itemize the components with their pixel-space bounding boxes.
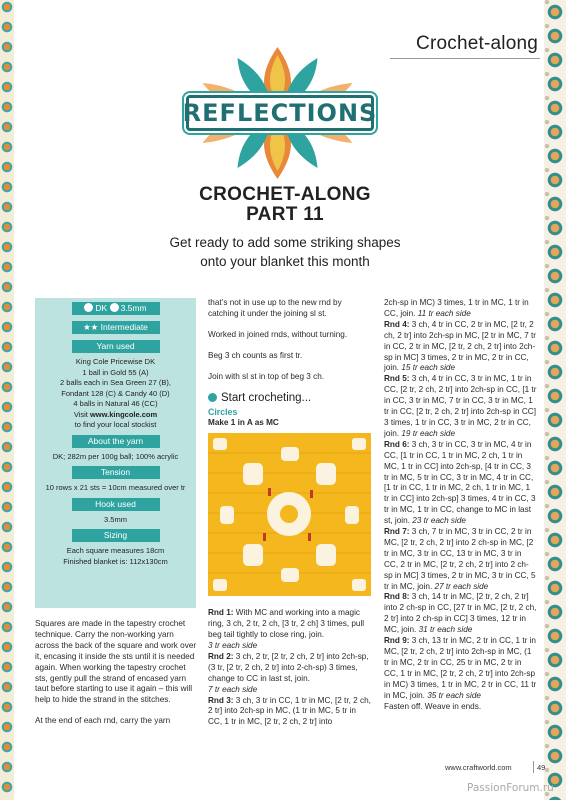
- footer-divider: [533, 761, 534, 773]
- title-line-2: PART 11: [246, 204, 324, 225]
- round-label: Rnd 8:: [384, 592, 410, 602]
- section-rule: [390, 58, 540, 59]
- visit-prefix: Visit: [73, 409, 90, 419]
- round-text: 3 ch, 2 tr, [2 tr, 2 ch, 2 tr] into 2ch-sp, (3 tr, [2 tr, 2 ch, 2 tr] into 2-ch-sp) 3 times, change to CC in last st, join.: [208, 651, 369, 683]
- start-crocheting-heading: [208, 393, 371, 404]
- round-label: Rnd 1:: [208, 608, 234, 618]
- round-count: 3 tr each side: [208, 640, 258, 650]
- pattern-column-3: [384, 298, 537, 712]
- title-line-1: CROCHET-ALONG: [199, 184, 371, 205]
- make-instruction: [208, 418, 371, 429]
- round-text: 2ch-sp in MC) 3 times, 1 tr in MC, 1 tr in CC, join.: [384, 298, 529, 318]
- fasten-off-instruction: Fasten off. Weave in ends.: [384, 701, 482, 711]
- round-text: 3 ch, 3 tr in CC, 1 tr in MC, [2 tr, 2 ch, 2 tr] into 2ch-sp in MC, (1 tr in MC, 5 tr in CC, 1 tr in MC, [2 tr, 2 ch, 2 tr] into: [208, 695, 371, 727]
- yarn-line: 2 balls each in Sea Green 27 (B),: [60, 378, 171, 387]
- intro-paragraph: Squares are made in the tapestry crochet technique. Carry the non-working yarn across the back of the square and work over it, encasing it inside the sts until it is needed again. When working the tapestry crochet sts, gently pull the strand of encased yarn taut before starting to use it again – this will help to hide the strand in the stitches.: [35, 619, 197, 705]
- sizing-heading: Sizing: [72, 529, 160, 542]
- round-text: 3 ch, 3 tr in CC, 3 tr in MC, 4 tr in CC, [1 tr in CC, 1 tr in MC, 2 ch, 1 tr in MC, 1 tr in CC] into 2ch-sp, [4 tr in CC, 3 tr in MC, 5 tr in CC, 3 tr in MC, 4 tr in CC, [1 tr in CC, 1 tr in MC, 2 ch, 1 tr in MC, 1 tr in CC] into 2ch-sp] 3 times, 4 tr in CC, 3 tr in MC, 1 tr in CC, change to MC in last st, join.: [384, 439, 536, 526]
- round-count: 35 tr each side: [427, 690, 481, 700]
- weight-hook-pill: [72, 302, 160, 315]
- round-4-instruction: [384, 320, 537, 375]
- round-label: Rnd 9:: [384, 636, 410, 646]
- round-count: 31 tr each side: [418, 625, 473, 635]
- body-paragraph: Worked in joined rnds, without turning.: [208, 329, 348, 339]
- round-label: Rnd 4:: [384, 319, 410, 329]
- footer-url[interactable]: www.craftworld.com: [445, 763, 512, 772]
- round-6-instruction: [384, 440, 537, 527]
- pattern-column-2: [208, 298, 371, 728]
- make-label: Make 1 in A as MC: [208, 418, 279, 428]
- round-text: 3 ch, 14 tr in MC, [2 tr, 2 ch, 2 tr] into 2 ch-sp in CC, [27 tr in MC, [2 tr, 2 ch, 2 tr] into 2 ch-sp in CC] 3 times, 12 tr in MC, join.: [384, 592, 537, 635]
- subtitle-line-2: onto your blanket this month: [200, 254, 370, 269]
- tension-heading: Tension: [72, 466, 160, 479]
- yarn-used-text: [35, 357, 196, 431]
- article-title: [140, 185, 430, 225]
- round-count: 19 tr each side: [401, 428, 456, 438]
- sizing-line: Finished blanket is: 112x130cm: [63, 556, 168, 566]
- intro-paragraph: At the end of each rnd, carry the yarn: [35, 716, 171, 726]
- circles-subheading: Circles: [208, 407, 238, 418]
- round-text: With MC and working into a magic ring, 3 ch, 2 tr, 2 ch, [3 tr, 2 ch] 3 times, pull beg tail tightly to close ring, join.: [208, 608, 365, 640]
- section-title: Crochet-along: [416, 33, 538, 54]
- bullet-dot-icon: [208, 393, 217, 402]
- visit-suffix: to find your local stockist: [74, 420, 157, 429]
- yarn-line: King Cole Pricewise DK: [75, 357, 156, 366]
- intro-text: [35, 619, 200, 737]
- level-pill: ★★ Intermediate: [72, 321, 160, 334]
- round-text: 3 ch, 4 tr in CC, 2 tr in MC, [2 tr, 2 ch, 2 tr] into 2ch-sp in MC, [2 tr in MC, 7 tr in CC, 2 tr in MC, [2 tr, 2 ch, 2 tr] into 2ch-sp in MC] 3 times, 2 tr in MC, 2 tr in CC, join.: [384, 319, 536, 373]
- start-heading-text: Start crocheting...: [221, 391, 312, 404]
- pattern-info-box: [35, 298, 196, 608]
- round-text: 3 ch, 4 tr in CC, 3 tr in MC, 1 tr in CC, [2 tr, 2 ch, 2 tr] into 2ch-sp in CC, [1 tr in CC, 3 tr in MC, 7 tr in CC, 3 tr in MC, 1 tr in CC, [2 tr, 2 ch, 2 tr] into 2ch-sp in CC] 3 times, 1 tr in CC, 3 tr in MC, 2 tr in CC, join.: [384, 374, 537, 438]
- round-label: Rnd 2:: [208, 651, 234, 661]
- round-8-instruction: [384, 592, 537, 636]
- round-count: 23 tr each side: [412, 516, 466, 526]
- round-count: 7 tr each side: [208, 684, 258, 694]
- watermark-text: PassionForum.ru: [467, 782, 554, 794]
- round-1-instruction: [208, 608, 371, 652]
- yarn-used-heading: Yarn used: [72, 340, 160, 353]
- logo-banner: REFLECTIONS: [186, 95, 374, 131]
- hook-size-label: 3.5mm: [120, 303, 147, 313]
- round-label: Rnd 5:: [384, 374, 410, 384]
- sizing-line: Each square measures 18cm: [66, 546, 165, 555]
- yarn-ball-icon: [84, 303, 93, 312]
- weight-label: DK: [95, 303, 108, 313]
- round-count: 11 tr each side: [417, 308, 471, 318]
- round-3-continued: [384, 298, 537, 320]
- article-subtitle: [120, 233, 450, 271]
- round-2-instruction: [208, 652, 371, 696]
- about-yarn-text: DK; 282m per 100g ball; 100% acrylic: [52, 451, 179, 461]
- sizing-text: [35, 546, 196, 567]
- crochet-square-photo: [208, 433, 371, 596]
- body-paragraph: Beg 3 ch counts as first tr.: [208, 350, 303, 360]
- round-5-instruction: [384, 374, 537, 439]
- round-label: Rnd 3:: [208, 695, 234, 705]
- yarn-line: Fondant 128 (C) & Candy 40 (D): [61, 388, 170, 398]
- round-text: 3 ch, 13 tr in MC, 2 tr in CC, 1 tr in MC, [2 tr, 2 ch, 2 tr] into 2ch-sp in MC, (1 tr in MC, 2 tr in CC, 25 tr in MC, 2 tr in CC, 1 tr in MC, [2 tr, 2 ch, 2 tr] into 2ch-sp in MC) 3 times, 1 tr in MC, 2 tr in CC, 11 tr in MC, join.: [384, 636, 537, 700]
- yarn-line: 1 ball in Gold 55 (A): [82, 367, 149, 377]
- right-decorative-border: [544, 0, 566, 800]
- about-yarn-heading: About the yarn: [72, 435, 160, 448]
- hook-icon: [110, 303, 119, 312]
- round-label: Rnd 6:: [384, 439, 410, 449]
- stockist-link[interactable]: www.kingcole.com: [89, 409, 158, 419]
- round-count: 27 tr each side: [434, 581, 489, 591]
- round-count: 15 tr each side: [401, 363, 456, 373]
- left-decorative-border: [0, 0, 14, 800]
- round-9-instruction: [384, 636, 537, 701]
- page-number: 49: [537, 763, 546, 772]
- subtitle-line-1: Get ready to add some striking shapes: [169, 235, 401, 250]
- hook-used-heading: Hook used: [72, 498, 160, 511]
- tension-text: 10 rows x 21 sts = 10cm measured over tr: [45, 483, 186, 492]
- body-paragraph: Join with sl st in top of beg 3 ch.: [208, 371, 325, 381]
- hook-used-text: 3.5mm: [104, 514, 127, 524]
- round-text: 3 ch, 7 tr in MC, 3 tr in CC, 2 tr in MC, [2 tr, 2 ch, 2 tr] into 2 ch-sp in MC, [2 tr in MC, 3 tr in CC, 13 tr in MC, 3 tr in CC, 2 tr in MC, [2 tr, 2 ch, 2 tr] into 2 ch-sp in MC] 3 times, 2 tr in MC, 3 tr in CC, 5 tr in MC, join.: [384, 527, 536, 591]
- round-3-instruction: [208, 696, 371, 729]
- body-paragraph: that’s not in use up to the new rnd by catching it under the joining sl st.: [208, 298, 342, 318]
- yarn-line: 4 balls in Natural 46 (CC): [73, 399, 158, 408]
- round-label: Rnd 7:: [384, 527, 410, 537]
- round-7-instruction: [384, 527, 537, 592]
